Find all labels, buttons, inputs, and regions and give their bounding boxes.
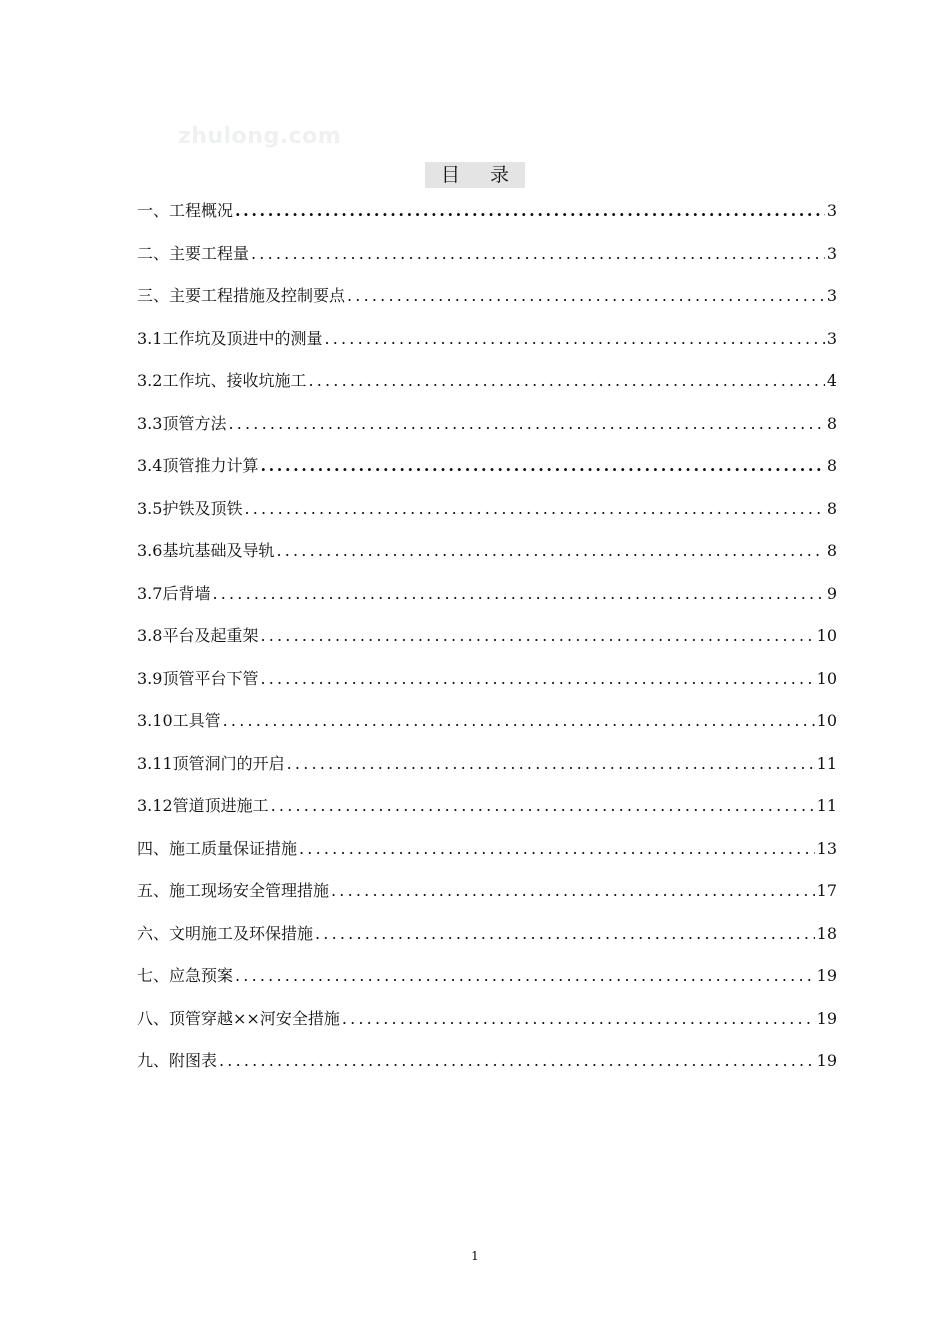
toc-entry[interactable] bbox=[137, 453, 837, 496]
toc-entry-page: 18 bbox=[816, 923, 837, 943]
toc-entry-label: 四、施工质量保证措施 bbox=[137, 838, 298, 858]
toc-dot-leader bbox=[244, 496, 824, 522]
toc-entry-label: 3.4顶管推力计算 bbox=[137, 456, 259, 475]
toc-entry[interactable] bbox=[137, 241, 837, 284]
toc-entry[interactable] bbox=[137, 1006, 837, 1049]
toc-entry-page: 8 bbox=[826, 413, 837, 433]
toc-dot-leader bbox=[212, 581, 824, 607]
toc-dot-leader bbox=[271, 793, 815, 819]
toc-entry[interactable] bbox=[137, 921, 837, 964]
toc-entry-label: 二、主要工程量 bbox=[137, 243, 250, 263]
toc-entry-page: 3 bbox=[826, 201, 837, 220]
toc-entry-page: 11 bbox=[816, 753, 837, 773]
toc-entry-label: 3.10工具管 bbox=[137, 711, 221, 730]
toc-entry-page: 19 bbox=[816, 1008, 837, 1028]
toc-entry-page: 19 bbox=[816, 1051, 837, 1070]
toc-entry[interactable] bbox=[137, 623, 837, 666]
toc-entry[interactable] bbox=[137, 496, 837, 539]
toc-entry[interactable] bbox=[137, 538, 837, 581]
toc-entry[interactable] bbox=[137, 581, 837, 624]
toc-entry-label: 3.1工作坑及顶进中的测量 bbox=[137, 328, 323, 348]
toc-entry-label: 3.2工作坑、接收坑施工 bbox=[137, 371, 307, 390]
toc-entry[interactable] bbox=[137, 283, 837, 326]
toc-title bbox=[0, 162, 950, 188]
toc-entry[interactable] bbox=[137, 198, 837, 241]
toc-entry-page: 9 bbox=[826, 583, 837, 603]
toc-dot-leader bbox=[260, 666, 814, 692]
toc-entry-label: 九、附图表 bbox=[137, 1051, 218, 1070]
toc-entry-page: 8 bbox=[826, 498, 837, 518]
toc-entry-label: 3.3顶管方法 bbox=[137, 413, 227, 433]
toc-dot-leader bbox=[228, 411, 824, 437]
table-of-contents bbox=[137, 198, 837, 1091]
toc-entry-page: 10 bbox=[816, 668, 837, 688]
toc-dot-leader bbox=[315, 921, 815, 947]
toc-dot-leader bbox=[276, 538, 824, 564]
toc-entry[interactable] bbox=[137, 411, 837, 454]
toc-entry-label: 三、主要工程措施及控制要点 bbox=[137, 286, 346, 305]
toc-dot-leader bbox=[223, 708, 815, 734]
toc-entry-label: 3.12管道顶进施工 bbox=[137, 796, 269, 815]
toc-dot-leader bbox=[219, 1048, 815, 1074]
toc-entry-page: 3 bbox=[826, 243, 837, 263]
toc-dot-leader bbox=[287, 751, 815, 777]
toc-entry-label: 3.11顶管洞门的开启 bbox=[137, 753, 285, 773]
toc-entry-label: 3.8平台及起重架 bbox=[137, 626, 259, 645]
toc-entry-page: 10 bbox=[816, 626, 837, 645]
toc-entry[interactable] bbox=[137, 1048, 837, 1091]
watermark-logo: zhulong.com bbox=[178, 124, 342, 149]
toc-entry-page: 3 bbox=[826, 286, 837, 305]
toc-entry[interactable] bbox=[137, 878, 837, 921]
toc-entry-label: 3.5护铁及顶铁 bbox=[137, 498, 243, 518]
toc-entry[interactable] bbox=[137, 666, 837, 709]
toc-entry[interactable] bbox=[137, 836, 837, 879]
toc-entry-page: 11 bbox=[816, 796, 837, 815]
toc-dot-leader bbox=[260, 623, 814, 649]
toc-dot-leader bbox=[324, 326, 824, 352]
toc-title-text: 目 录 bbox=[425, 162, 525, 188]
toc-dot-leader bbox=[342, 1006, 815, 1032]
toc-entry-label: 八、顶管穿越××河安全措施 bbox=[137, 1008, 340, 1028]
page-number: 1 bbox=[471, 1249, 479, 1263]
toc-dot-leader bbox=[260, 453, 824, 479]
toc-entry[interactable] bbox=[137, 793, 837, 836]
toc-entry-label: 3.6基坑基础及导轨 bbox=[137, 541, 275, 560]
toc-entry[interactable] bbox=[137, 326, 837, 369]
toc-entry-label: 七、应急预案 bbox=[137, 966, 234, 985]
toc-dot-leader bbox=[235, 198, 825, 224]
toc-entry-label: 六、文明施工及环保措施 bbox=[137, 923, 314, 943]
toc-entry[interactable] bbox=[137, 963, 837, 1006]
toc-entry-page: 4 bbox=[826, 371, 837, 390]
toc-dot-leader bbox=[347, 283, 825, 309]
toc-entry[interactable] bbox=[137, 708, 837, 751]
toc-entry-page: 13 bbox=[816, 838, 837, 858]
toc-entry-page: 8 bbox=[826, 541, 837, 560]
toc-dot-leader bbox=[331, 878, 815, 904]
toc-dot-leader bbox=[235, 963, 815, 989]
toc-entry-page: 8 bbox=[826, 456, 837, 475]
toc-dot-leader bbox=[251, 241, 825, 267]
toc-entry-label: 五、施工现场安全管理措施 bbox=[137, 881, 330, 900]
toc-dot-leader bbox=[299, 836, 815, 862]
toc-entry-label: 3.7后背墙 bbox=[137, 583, 211, 603]
toc-entry[interactable] bbox=[137, 751, 837, 794]
toc-entry-label: 一、工程概况 bbox=[137, 201, 234, 220]
toc-dot-leader bbox=[308, 368, 824, 394]
toc-entry-page: 3 bbox=[826, 328, 837, 348]
toc-entry-page: 17 bbox=[816, 881, 837, 900]
toc-entry-page: 10 bbox=[816, 711, 837, 730]
toc-entry-page: 19 bbox=[816, 966, 837, 985]
toc-entry-label: 3.9顶管平台下管 bbox=[137, 668, 259, 688]
toc-entry[interactable] bbox=[137, 368, 837, 411]
